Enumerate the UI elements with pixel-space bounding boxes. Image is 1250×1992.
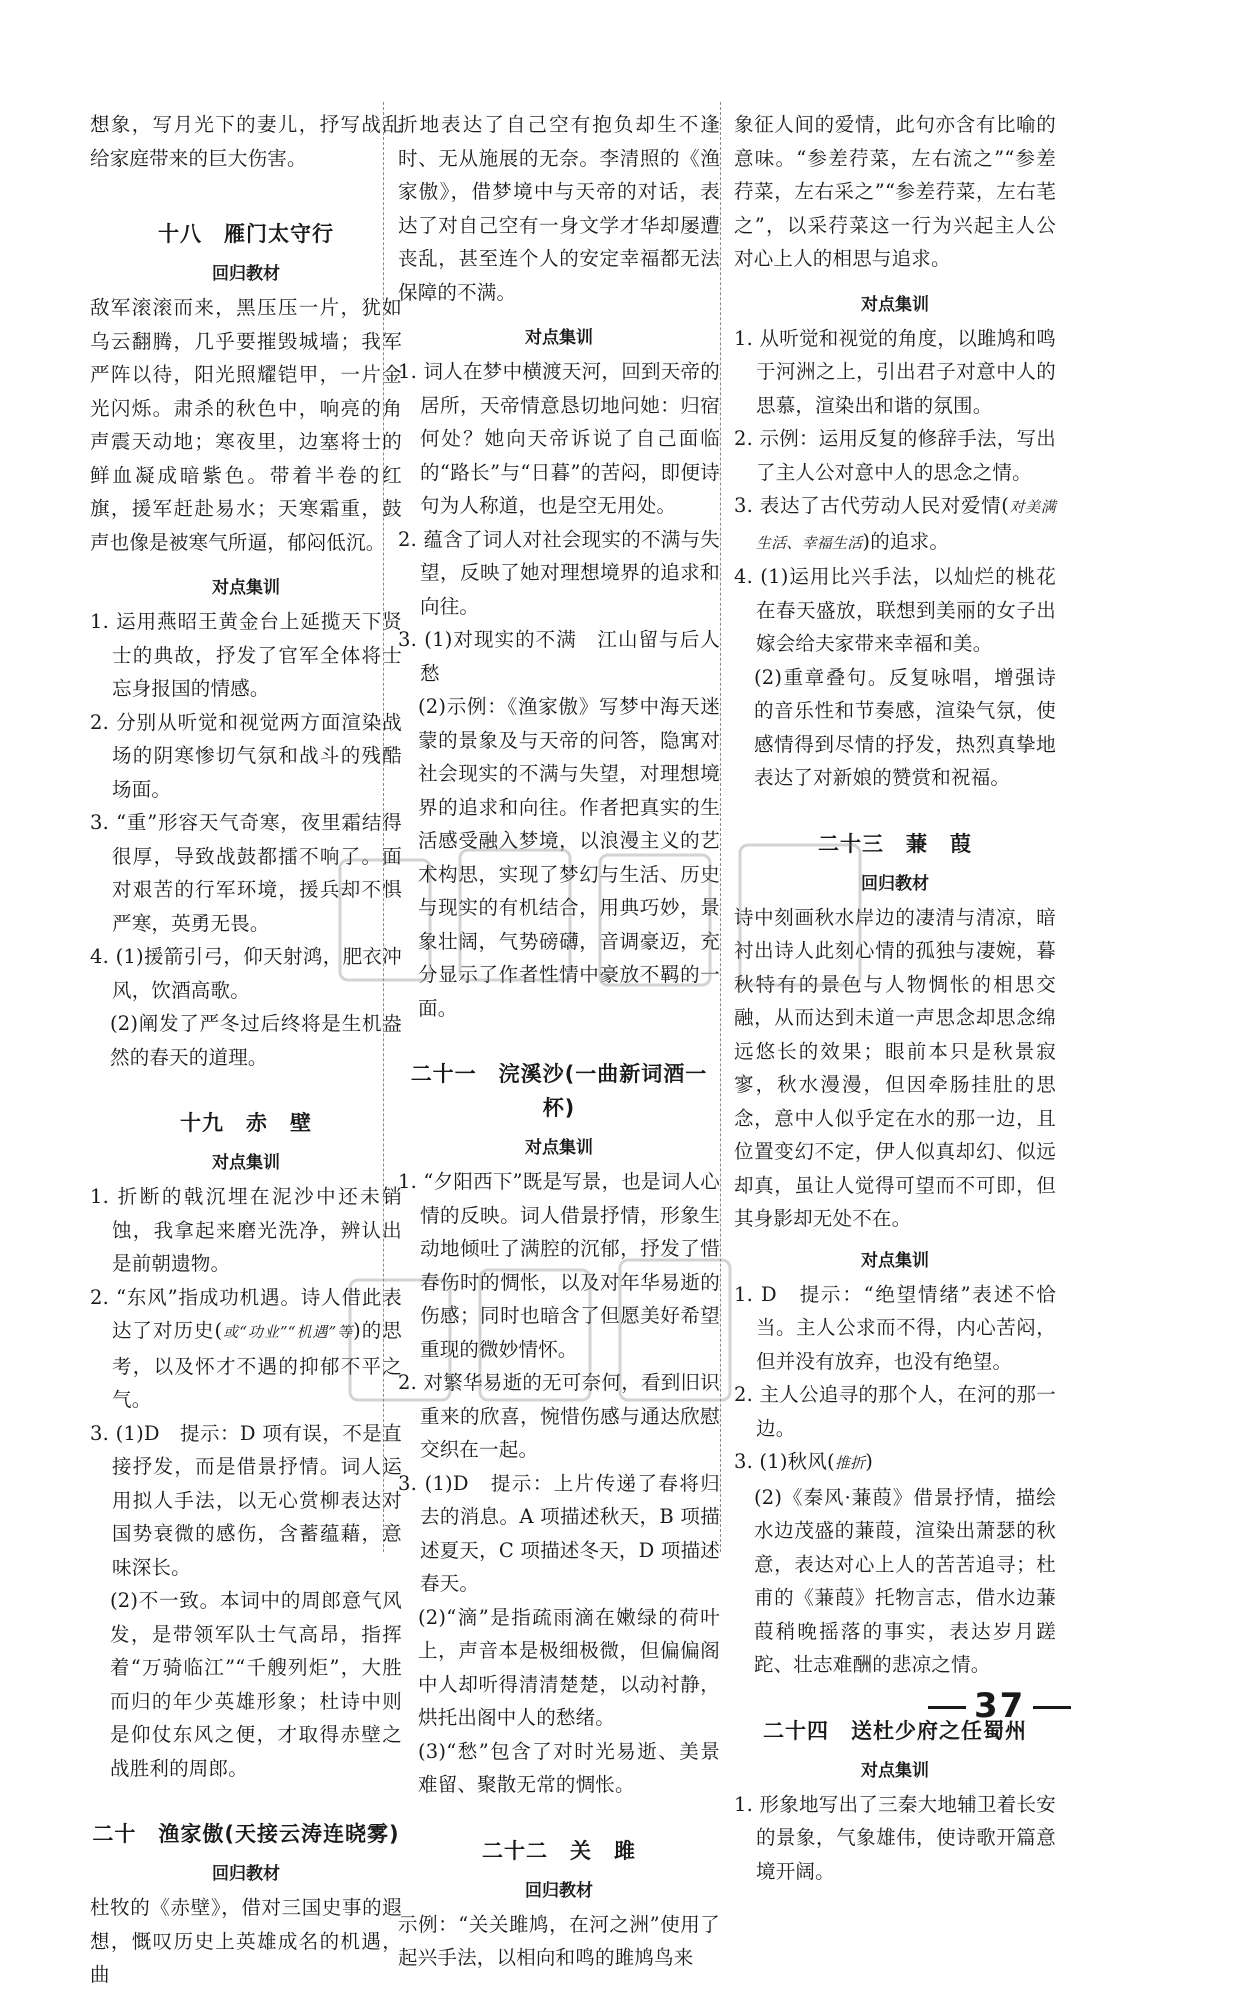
answer-item: 1. 从听觉和视觉的角度，以雎鸠和鸣于河洲之上，引出君子对意中人的思慕，渲染出和谐的氛围。	[734, 326, 1056, 417]
answer-item: (2)不一致。本词中的周郎意气风发，是带领军队士气高昂，指挥着“万骑临江”“千艘列炬”，大胜而归的年少英雄形象；杜诗中则是仰仗东风之便，才取得赤壁之战胜利的周郎。	[110, 1589, 402, 1780]
subsection-label: 对点集训	[861, 1250, 929, 1271]
answer-item: 2. 对繁华易逝的无可奈何，看到旧识重来的欣喜，惋惜伤感与通达欣慰交织在一起。	[398, 1371, 720, 1461]
answer-item: 3. “重”形容天气奇寒，夜里霜结得很厚，导致战鼓都擂不响了。面对艰苦的行军环境，援兵却不惧严寒，英勇无畏。	[90, 811, 402, 935]
subsection-label: 回归教材	[861, 873, 929, 894]
section-title: 二十三 蒹 葭	[818, 831, 972, 856]
answer-item: (2)重章叠句。反复咏唱，增强诗的音乐性和节奏感，渲染气氛，使感情得到尽情的抒发，热烈真挚地表达了对新娘的赞赏和祝福。	[754, 665, 1056, 789]
answer-item: 2. 示例：运用反复的修辞手法，写出了主人公对意中人的思念之情。	[734, 427, 1056, 484]
answer-item: (2)示例：《渔家傲》写梦中海天迷蒙的景象及与天帝的问答，隐寓对社会现实的不满与失望，对理想境界的追求和向往。作者把真实的生活感受融入梦境，以浪漫主义的艺术构思，实现了梦幻与生活、历史与现实的有机结合，用典巧妙，景象壮阔，气势磅礴，音调豪迈，充分显示了作者性情中豪放不羁的一面。	[418, 695, 720, 1020]
answer-item: (2)《秦风·蒹葭》借景抒情，描绘水边茂盛的蒹葭，渲染出萧瑟的秋意，表达对心上人的苦苦追寻；杜甫的《蒹葭》托物言志，借水边蒹葭稍晚摇落的事实，表达岁月蹉跎、壮志难酬的悲凉之情。	[754, 1485, 1056, 1676]
paragraph: 敌军滚滚而来，黑压压一片，犹如乌云翻腾，几乎要摧毁城墙；我军严阵以待，阳光照耀铠甲，一片金光闪烁。肃杀的秋色中，响亮的角声震天动地；寒夜里，边塞将士的鲜血凝成暗紫色。带着半卷的红旗，援军赶赴易水；天寒霜重，鼓声也像是被寒气所逼，郁闷低沉。	[90, 296, 402, 554]
subsection-label: 对点集训	[212, 578, 280, 598]
subsection-label: 对点集训	[861, 294, 929, 315]
answer-item: 4. (1)运用比兴手法，以灿烂的桃花在春天盛放，联想到美丽的女子出嫁会给夫家带来幸福和美。	[734, 565, 1056, 655]
paragraph: 象征人间的爱情，此句亦含有比喻的意味。“参差荇菜，左右流之”“参差荇菜，左右采之”“参差荇菜，左右芼之”，以采荇菜这一行为兴起主人公对心上人的相思与追求。	[734, 113, 1056, 270]
paragraph: 杜牧的《赤壁》，借对三国史事的遐想，慨叹历史上英雄成名的机遇，曲	[90, 1896, 402, 1986]
answer-item: (2)阐发了严冬过后终将是生机盎然的春天的道理。	[110, 1012, 402, 1069]
subsection-label: 回归教材	[525, 1880, 593, 1901]
answer-item: 1. D 提示：“绝望情绪”表述不恰当。主人公求而不得，内心苦闷，但并没有放弃，也没有绝望。	[734, 1282, 1056, 1373]
paragraph: 折地表达了自己空有抱负却生不逢时、无从施展的无奈。李清照的《渔家傲》，借梦境中与天帝的对话，表达了对自己空有一身文学才华却屡遭丧乱，甚至连个人的安定幸福都无法保障的不满。	[398, 113, 720, 304]
dash-decoration	[1033, 1706, 1071, 1709]
answer-item: 1. 折断的戟沉埋在泥沙中还未销蚀，我拿起来磨光洗净，辨认出是前朝遗物。	[90, 1185, 402, 1275]
answer-item: 3. 表达了古代劳动人民对爱情(对美满生活、幸福生活)的追求。	[734, 494, 1056, 553]
answer-item: 3. (1)对现实的不满 江山留与后人愁	[398, 628, 720, 685]
subsection-label: 对点集训	[525, 1138, 593, 1158]
answer-item: 1. “夕阳西下”既是写景，也是词人心情的反映。词人借景抒情，形象生动地倾吐了满腔的沉郁，抒发了惜春伤时的惆怅，以及对年华易逝的伤感；同时也暗含了但愿美好希望重现的微妙情怀。	[398, 1170, 720, 1361]
paragraph: 想象，写月光下的妻儿，抒写战乱给家庭带来的巨大伤害。	[90, 113, 402, 170]
answer-item: 3. (1)秋风(推折)	[734, 1450, 874, 1473]
subsection-label: 对点集训	[212, 1153, 280, 1173]
section-title: 二十二 关 雎	[482, 1838, 636, 1863]
answer-item: 1. 词人在梦中横渡天河，回到天帝的居所，天帝情意恳切地问她：归宿何处？她向天帝诉说了自己面临的“路长”与“日暮”的苦闷，即便诗句为人称道，也是空无用处。	[398, 360, 720, 517]
answer-item: 3. (1)D 提示：D 项有误，不是直接抒发，而是借景抒情。词人运用拟人手法，以无心赏柳表达对国势衰微的感伤，含蓄蕴藉，意味深长。	[90, 1421, 402, 1579]
paragraph: 示例：“关关雎鸠，在河之洲”使用了起兴手法，以相向和鸣的雎鸠鸟来	[398, 1912, 720, 1969]
subsection-label: 回归教材	[212, 1864, 280, 1884]
answer-item: 2. 主人公追寻的那个人，在河的那一边。	[734, 1383, 1056, 1440]
answer-item: 4. (1)援箭引弓，仰天射鸿，肥衣冲风，饮酒高歌。	[90, 945, 402, 1002]
subsection-label: 回归教材	[212, 264, 280, 284]
section-title: 二十一 浣溪沙(一曲新词酒一杯)	[410, 1062, 708, 1120]
answer-item: 2. 蕴含了词人对社会现实的不满与失望，反映了她对理想境界的追求和向往。	[398, 527, 720, 618]
answer-item: (3)“愁”包含了对时光易逝、美景难留、聚散无常的惆怅。	[418, 1739, 720, 1796]
paragraph: 诗中刻画秋水岸边的凄清与清凉，暗衬出诗人此刻心情的孤独与凄婉，暮秋特有的景色与人物惆怅的相思交融，从而达到未道一声思念却思念绵远悠长的效果；眼前本只是秋景寂寥，秋水漫漫，但因牵肠挂肚的思念，意中人似乎定在水的那一边，且位置变幻不定，伊人似真却幻、似远却真，虽让人觉得可望而不可即，但其身影却无处不在。	[734, 905, 1056, 1230]
answer-item: 2. 分别从听觉和视觉两方面渲染战场的阴寒惨切气氛和战斗的残酷场面。	[90, 710, 402, 801]
answer-item: 2. “东风”指成功机遇。诗人借此表达了对历史(或“功业”“机遇”等)的思考，以及怀才不遇的抑郁不平之气。	[90, 1285, 402, 1411]
answer-item: 1. 运用燕昭王黄金台上延揽天下贤士的典故，抒发了官军全体将士忘身报国的情感。	[90, 610, 402, 700]
section-title: 二十四 送杜少府之任蜀州	[763, 1718, 1027, 1743]
watermark	[330, 840, 890, 1440]
answer-item: (2)“滴”是指疏雨滴在嫩绿的荷叶上，声音本是极细极微，但偏偏阁中人却听得清清楚楚，以动衬静，烘托出阁中人的愁绪。	[418, 1605, 720, 1729]
dash-decoration	[928, 1706, 966, 1709]
answer-item: 3. (1)D 提示：上片传递了春将归去的消息。A 项描述秋天，B 项描述夏天，C 项描述冬天，D 项描述春天。	[398, 1471, 720, 1595]
section-title: 十八 雁门太守行	[158, 222, 334, 246]
page-number: 37	[920, 1686, 1079, 1726]
section-title: 十九 赤 壁	[180, 1111, 312, 1135]
section-title: 二十 渔家傲(天接云涛连晓雾)	[92, 1822, 400, 1846]
subsection-label: 对点集训	[525, 328, 593, 348]
answer-item: 1. 形象地写出了三秦大地辅卫着长安的景象，气象雄伟，使诗歌开篇意境开阔。	[734, 1792, 1056, 1883]
subsection-label: 对点集训	[861, 1760, 929, 1781]
